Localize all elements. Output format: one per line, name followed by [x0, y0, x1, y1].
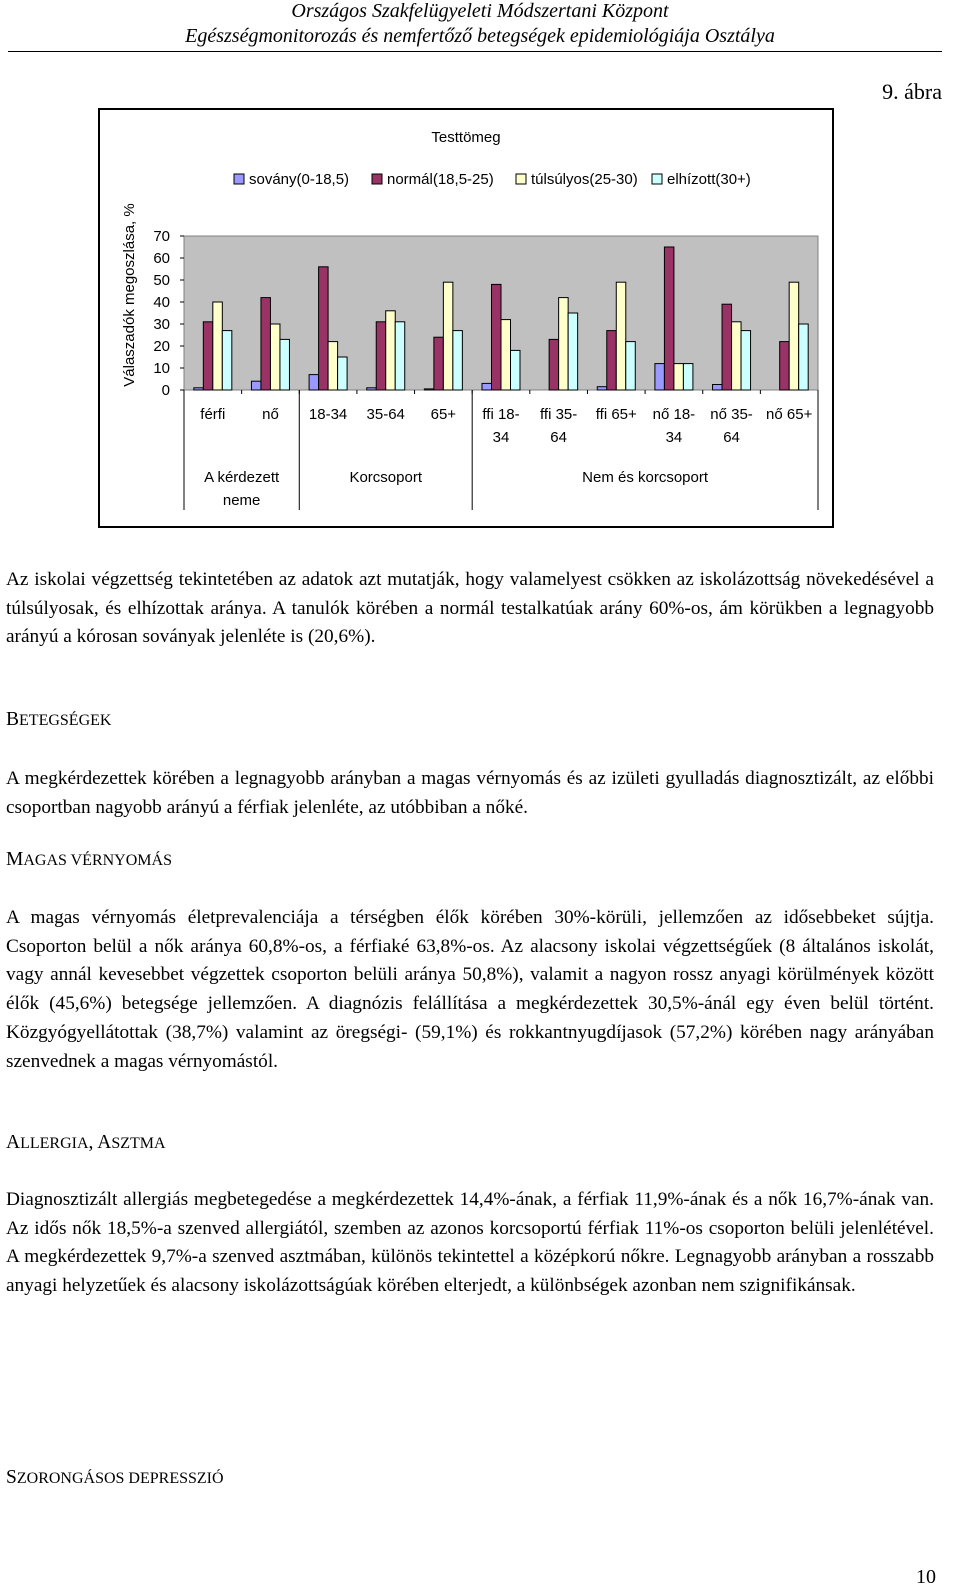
group-label-0-1: neme — [222, 492, 261, 509]
group-label-0-0: A kérdezett — [204, 469, 280, 486]
bar-4-0 — [424, 389, 434, 390]
legend-label-1: normál(18,5-25) — [387, 171, 494, 188]
bar-9-3 — [741, 331, 751, 390]
chart-frame — [98, 108, 834, 528]
bar-4-3 — [453, 331, 463, 390]
bar-3-1 — [376, 322, 386, 390]
heading-allergia-asztma: ALLERGIA, ASZTMA — [6, 1132, 166, 1153]
bar-8-1 — [664, 247, 674, 390]
bar-10-3 — [799, 324, 809, 390]
legend-label-2: túlsúlyos(25-30) — [531, 171, 638, 188]
bar-5-3 — [511, 350, 521, 390]
x-tick-label-3-0: 35-64 — [366, 406, 405, 423]
x-tick-label-1-0: nő — [262, 406, 279, 423]
y-tick-label-3: 40 — [153, 294, 170, 311]
bar-2-1 — [319, 267, 329, 390]
x-tick-label-8-1: 34 — [665, 429, 683, 446]
bar-6-2 — [559, 298, 569, 390]
bar-5-0 — [482, 383, 492, 390]
x-tick-label-10-0: nő 65+ — [766, 406, 813, 423]
bar-0-1 — [203, 322, 213, 390]
bar-7-3 — [626, 342, 636, 390]
header-rule — [8, 51, 942, 52]
bar-5-2 — [501, 320, 511, 390]
y-tick-label-5: 20 — [153, 338, 170, 355]
heading-betegsegek: BETEGSÉGEK — [6, 709, 112, 730]
x-tick-label-5-1: 34 — [492, 429, 510, 446]
bar-10-2 — [789, 282, 799, 390]
bar-9-2 — [732, 322, 742, 390]
bar-1-1 — [261, 298, 271, 390]
y-tick-label-2: 50 — [153, 272, 170, 289]
x-tick-label-9-1: 64 — [723, 429, 740, 446]
bar-1-0 — [251, 381, 260, 390]
x-tick-label-5-0: ffi 18- — [482, 406, 520, 423]
bar-10-1 — [780, 342, 790, 390]
bar-4-2 — [443, 282, 453, 390]
legend-label-0: sovány(0-18,5) — [249, 171, 350, 188]
y-tick-label-1: 60 — [153, 250, 170, 267]
bar-chart — [100, 110, 832, 526]
bar-9-0 — [713, 385, 723, 391]
bar-2-2 — [328, 342, 338, 390]
bar-8-0 — [655, 364, 665, 390]
y-tick-label-7: 0 — [161, 382, 170, 399]
x-tick-label-8-0: nő 18- — [652, 406, 696, 423]
bar-0-0 — [194, 388, 204, 390]
bar-9-1 — [722, 304, 732, 390]
bar-1-3 — [280, 339, 290, 390]
group-label-1-0: Korcsoport — [349, 469, 423, 486]
y-axis-label: Válaszadók megoszlása, % — [121, 203, 138, 387]
bar-4-1 — [434, 337, 444, 390]
legend-swatch-1 — [372, 174, 382, 184]
figure-label: 9. ábra — [882, 79, 942, 104]
bar-7-2 — [616, 282, 626, 390]
paragraph-allergy: Diagnosztizált allergiás megbetegedése a megkérdezettek 14,4%-ának, a férfiak 11,9%-ának és a nők 16,7%-ának van. Az idős nők 18,5%-a szenved allergiától, szemben az azonos korcsoportú férfiak 11%-os csoporton belüli jelenlétével. A megkérdezettek 9,7%-a szenved asztmában, különös tekintettel a középkorú nőkre. Legnagyobb arányban a rosszabb anyagi helyzetűek és alacsony iskolázottságúak körében elterjedt, a különbségek azonban nem szignifikánsak. — [6, 1189, 934, 1297]
y-tick-label-0: 70 — [153, 228, 170, 245]
header-institution: Országos Szakfelügyeleti Módszertani Központ — [291, 0, 669, 22]
x-tick-label-4-0: 65+ — [430, 406, 457, 423]
x-tick-label-6-0: ffi 35- — [540, 406, 578, 423]
paragraph-hypertension: A magas vérnyomás életprevalenciája a térségben élők körében 30%-körüli, jellemzően az idősebbeket sújtja. Csoporton belül a nők aránya 60,8%-os, a férfiaké 63,8%-os. Az alacsony iskolai végzettségűek (8 általános iskolát, vagy annál kevesebbet végzettek csoporton belüli aránya 50,8%), valamit a nagyon rossz anyagi körülmények között élők (45,6%) betegsége jellemzően. A diagnózis felállítása a megkérdezettek 30,5%-ánál egy éven belül történt. Közgyógyellátottak (38,7%) valamint az öregségi- (59,1%) és rokkantnyugdíjasok (57,2%) körében nagy arányában szenvednek a magas vérnyomástól. — [6, 907, 934, 1072]
bar-5-1 — [492, 284, 502, 390]
paragraph-education: Az iskolai végzettség tekintetében az adatok azt mutatják, hogy valamelyest csökken az iskolázottság növekedésével a túlsúlyosak, és elhízottak aránya. A tanulók körében a normál testalkatúak arány 60%-os, ám körükben a legnagyobb arányú a kórosan soványak jelenléte is (20,6%). — [6, 569, 934, 648]
bar-2-0 — [309, 375, 319, 390]
heading-szorongasos-depresszio: SZORONGÁSOS DEPRESSZIÓ — [6, 1467, 224, 1488]
bar-3-3 — [395, 322, 405, 390]
legend-swatch-0 — [234, 174, 244, 184]
heading-magas-vernyomas: MAGAS VÉRNYOMÁS — [6, 849, 172, 870]
group-label-2-0: Nem és korcsoport — [582, 469, 709, 486]
bar-0-3 — [222, 331, 232, 390]
x-tick-label-9-0: nő 35- — [710, 406, 753, 423]
y-tick-label-4: 30 — [153, 316, 170, 333]
bar-6-1 — [549, 339, 559, 390]
legend-swatch-3 — [652, 174, 662, 184]
x-tick-label-6-1: 64 — [550, 429, 567, 446]
bar-8-2 — [674, 364, 684, 390]
y-tick-label-6: 10 — [153, 360, 170, 377]
bar-0-2 — [213, 302, 223, 390]
legend-swatch-2 — [516, 174, 526, 184]
bar-2-3 — [338, 357, 348, 390]
bar-7-0 — [597, 387, 607, 390]
x-tick-label-0-0: férfi — [200, 406, 226, 423]
x-tick-label-7-0: ffi 65+ — [595, 406, 637, 423]
bar-1-2 — [270, 324, 280, 390]
bar-8-3 — [683, 364, 693, 390]
bar-6-3 — [568, 313, 578, 390]
x-tick-label-2-0: 18-34 — [308, 406, 348, 423]
bar-7-1 — [607, 331, 617, 390]
chart-title: Testtömeg — [431, 129, 501, 146]
legend-label-3: elhízott(30+) — [667, 171, 751, 188]
header-department: Egészségmonitorozás és nemfertőző betegségek epidemiológiája Osztálya — [185, 25, 775, 47]
page-number: 10 — [916, 1566, 936, 1588]
bar-3-2 — [386, 311, 396, 390]
bar-3-0 — [367, 388, 377, 390]
paragraph-diseases: A megkérdezettek körében a legnagyobb arányban a magas vérnyomás és az izületi gyulladás diagnosztizált, az előbbi csoportban nagyobb arányú a férfiak jelenléte, az utóbbiban a nőké. — [6, 768, 934, 818]
